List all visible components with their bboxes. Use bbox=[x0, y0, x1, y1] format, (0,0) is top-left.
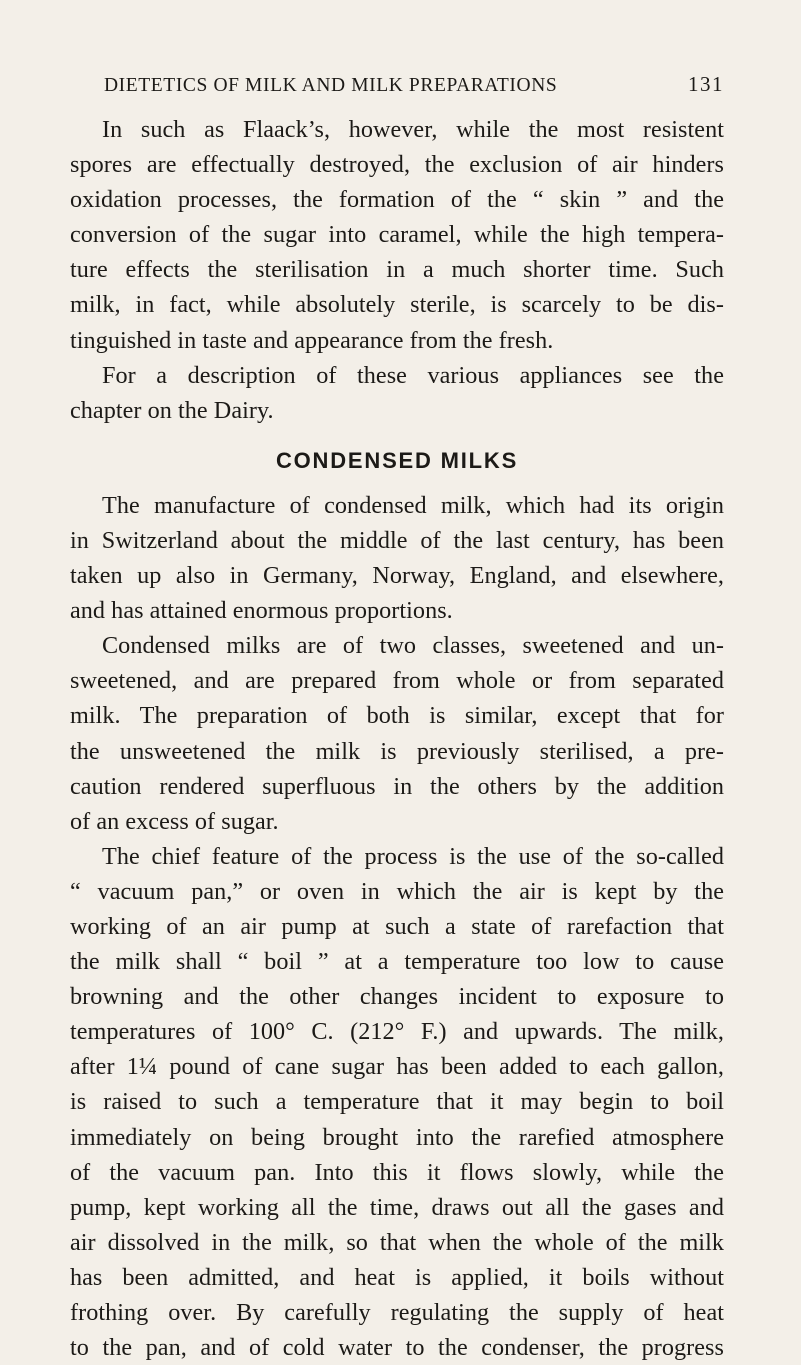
text-line: chapter on the Dairy. bbox=[70, 396, 274, 424]
text-line: Condensed milks are of two classes, sweetened and un- bbox=[102, 632, 724, 660]
text-line: working of an air pump at such a state of rarefaction that bbox=[70, 912, 724, 940]
body-text bbox=[70, 112, 724, 1365]
text-line: In such as Flaack’s, however, while the most resistent bbox=[102, 116, 724, 143]
paragraph bbox=[70, 112, 724, 358]
paragraph bbox=[70, 488, 724, 628]
text-line: For a description of these various appliances see the bbox=[102, 361, 724, 389]
text-line: temperatures of 100° C. (212° F.) and upwards. The milk, bbox=[70, 1018, 724, 1046]
text-line: milk, in fact, while absolutely sterile, is scarcely to be dis- bbox=[70, 291, 724, 319]
page-number: 131 bbox=[688, 72, 724, 96]
paragraph bbox=[70, 358, 724, 428]
text-line: immediately on being brought into the rarefied atmosphere bbox=[70, 1123, 724, 1151]
text-line: in Switzerland about the middle of the last century, has been bbox=[70, 526, 724, 554]
text-line: conversion of the sugar into caramel, while the high tempera- bbox=[70, 221, 724, 249]
running-head bbox=[104, 72, 724, 97]
text-line: sweetened, and are prepared from whole or from separated bbox=[70, 667, 724, 695]
text-line: The chief feature of the process is the use of the so-called bbox=[102, 842, 724, 870]
paragraph bbox=[70, 628, 724, 839]
text-line: pump, kept working all the time, draws out all the gases and bbox=[70, 1193, 724, 1221]
running-head-title: DIETETICS OF MILK AND MILK PREPARATIONS bbox=[104, 75, 558, 96]
text-line: of the vacuum pan. Into this it flows slowly, while the bbox=[70, 1158, 724, 1186]
text-line: milk. The preparation of both is similar, except that for bbox=[70, 702, 724, 730]
text-line: after 1¼ pound of cane sugar has been added to each gallon, bbox=[70, 1053, 724, 1081]
text-line: browning and the other changes incident to exposure to bbox=[70, 983, 724, 1011]
text-line: is raised to such a temperature that it may begin to boil bbox=[70, 1088, 724, 1116]
text-line: ture effects the sterilisation in a much shorter time. Such bbox=[70, 256, 724, 284]
section-heading: CONDENSED MILKS bbox=[275, 447, 519, 473]
text-line: the milk shall “ boil ” at a temperature too low to cause bbox=[70, 948, 724, 976]
text-line: frothing over. By carefully regulating the supply of heat bbox=[70, 1299, 724, 1326]
text-line: to the pan, and of cold water to the condenser, the progress bbox=[70, 1334, 724, 1362]
text-line: has been admitted, and heat is applied, it boils without bbox=[70, 1263, 724, 1291]
text-line: oxidation processes, the formation of the “ skin ” and the bbox=[70, 186, 724, 214]
text-line: caution rendered superfluous in the others by the addition bbox=[70, 772, 724, 800]
text-line: air dissolved in the milk, so that when the whole of the milk bbox=[70, 1228, 724, 1256]
text-line: “ vacuum pan,” or oven in which the air is kept by the bbox=[70, 877, 724, 905]
paragraph bbox=[70, 839, 724, 1365]
text-line: taken up also in Germany, Norway, England, and elsewhere, bbox=[70, 562, 724, 590]
text-line: spores are effectually destroyed, the exclusion of air hinders bbox=[70, 151, 724, 179]
text-line: The manufacture of condensed milk, which had its origin bbox=[102, 491, 724, 519]
text-line: tinguished in taste and appearance from the fresh. bbox=[70, 326, 554, 354]
text-line: of an excess of sugar. bbox=[70, 807, 279, 835]
text-line: and has attained enormous proportions. bbox=[70, 597, 453, 625]
text-line: the unsweetened the milk is previously sterilised, a pre- bbox=[70, 737, 724, 765]
